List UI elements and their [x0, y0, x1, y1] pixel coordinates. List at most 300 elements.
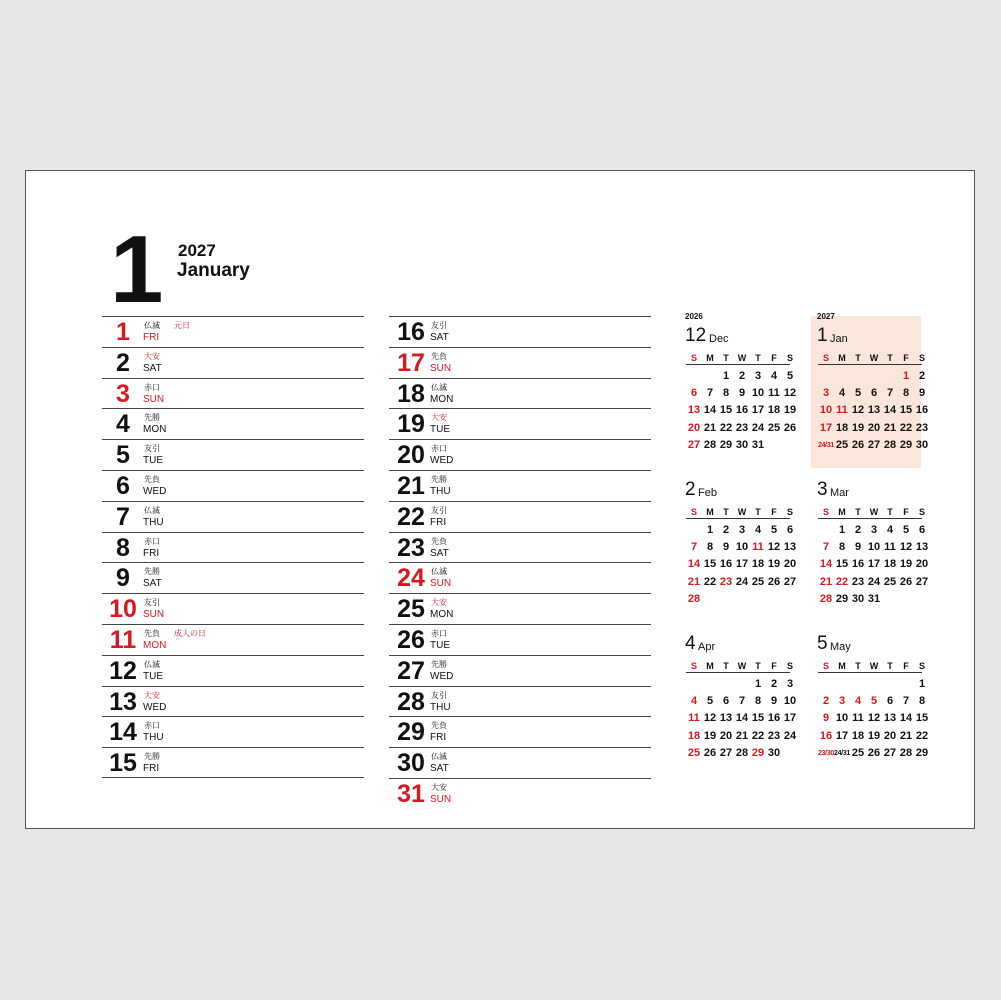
mini-day: 10: [867, 541, 881, 554]
day-rokuyo: 赤口: [431, 628, 447, 638]
mini-day: 27: [867, 438, 881, 451]
mini-day: 31: [751, 438, 765, 451]
day-rokuyo: 友引: [144, 598, 160, 608]
mini-month-number: 4: [685, 633, 696, 654]
mini-day: 9: [822, 712, 830, 725]
mini-day: 10: [819, 404, 833, 417]
mini-weekday: F: [903, 661, 909, 671]
mini-day: 18: [767, 404, 781, 417]
mini-days-grid: [686, 368, 798, 454]
mini-day: 15: [899, 404, 913, 417]
mini-day: 2: [722, 524, 730, 536]
day-rokuyo: 大安: [431, 598, 447, 608]
mini-day: [718, 591, 734, 608]
mini-month-number: 1: [817, 325, 828, 346]
mini-day: 16: [719, 558, 733, 571]
mini-day: 3: [754, 370, 762, 382]
mini-day: 29: [915, 746, 929, 759]
day-number: 6: [116, 471, 130, 500]
mini-day: 22: [751, 729, 765, 742]
day-number: 24: [397, 564, 425, 593]
mini-day: 6: [870, 387, 878, 400]
day-number: 26: [397, 625, 425, 654]
day-rokuyo: 友引: [431, 321, 447, 330]
day-row: [389, 562, 651, 593]
mini-day: 19: [703, 729, 717, 742]
day-number: 4: [116, 410, 130, 439]
day-weekday: SUN: [430, 793, 452, 805]
day-row: [389, 470, 651, 501]
day-rokuyo: 仏滅: [144, 505, 160, 515]
day-rokuyo: 先勝: [144, 413, 160, 423]
mini-day: 9: [918, 387, 926, 400]
day-row: [102, 686, 364, 717]
day-rokuyo: 赤口: [144, 721, 160, 731]
mini-day: 8: [754, 695, 762, 708]
mini-weekday: T: [887, 661, 893, 671]
mini-divider: [818, 518, 922, 519]
mini-day: 4: [838, 387, 846, 400]
mini-day: 28: [883, 438, 897, 451]
day-number: 5: [116, 441, 130, 470]
mini-day: [782, 437, 798, 454]
mini-day: 1: [722, 370, 730, 382]
mini-day: 27: [915, 575, 929, 588]
day-weekday: FRI: [143, 332, 160, 343]
mini-day: 27: [783, 575, 797, 588]
mini-day: 21: [883, 421, 897, 434]
day-number: 20: [397, 441, 425, 470]
day-row: [389, 686, 651, 717]
day-row: [102, 439, 364, 470]
day-weekday: THU: [143, 732, 164, 744]
mini-day: [850, 676, 866, 693]
day-row: [102, 378, 364, 409]
mini-day: 5: [786, 370, 794, 382]
mini-weekday-header: [818, 507, 930, 518]
day-row: [389, 747, 651, 778]
day-rokuyo: 先勝: [144, 752, 160, 762]
day-weekday: SAT: [143, 578, 162, 590]
day-number: 9: [116, 564, 130, 593]
mini-day: [702, 368, 718, 385]
mini-day: 4: [754, 524, 762, 536]
mini-weekday: T: [723, 353, 729, 363]
mini-day: 16: [819, 729, 833, 742]
mini-day: 6: [722, 695, 730, 708]
day-row: [102, 532, 364, 563]
mini-day: 23: [915, 421, 929, 434]
mini-day: 13: [687, 404, 701, 417]
day-weekday: MON: [430, 609, 454, 621]
day-row: [389, 532, 651, 563]
mini-day: 7: [822, 541, 830, 554]
day-weekday: SAT: [430, 332, 449, 343]
mini-day: [686, 368, 702, 385]
day-weekday: SAT: [143, 362, 162, 374]
mini-day: 23: [719, 575, 733, 588]
mini-day: 10: [751, 387, 765, 400]
mini-weekday: T: [755, 507, 761, 517]
day-rokuyo: 先負: [431, 536, 447, 546]
month-number-large: 1: [110, 216, 164, 323]
mini-day: 15: [703, 558, 717, 571]
mini-day: [734, 591, 750, 608]
day-rokuyo: 赤口: [144, 536, 160, 546]
mini-weekday: W: [737, 507, 747, 517]
mini-day: 5: [902, 524, 910, 536]
day-weekday: SUN: [430, 578, 452, 590]
mini-weekday: S: [822, 661, 829, 671]
mini-day: 11: [836, 404, 848, 417]
mini-days-grid: [686, 676, 798, 762]
mini-day: 22: [719, 421, 733, 434]
day-number: 27: [397, 656, 425, 685]
mini-day: 3: [822, 387, 830, 400]
mini-day: 17: [735, 558, 749, 571]
mini-day: 23/30: [818, 749, 835, 757]
mini-weekday: W: [869, 507, 879, 517]
mini-days-grid: [818, 368, 930, 454]
mini-day: 28: [687, 592, 701, 605]
mini-weekday: S: [918, 353, 925, 363]
mini-day: [882, 591, 898, 608]
day-rokuyo: 先勝: [144, 567, 160, 577]
day-weekday: WED: [430, 455, 454, 467]
mini-day: 27: [687, 438, 701, 451]
mini-day: 8: [918, 695, 926, 708]
mini-day: 6: [918, 524, 926, 536]
day-weekday: TUE: [143, 455, 163, 467]
mini-month-number: 2: [685, 479, 696, 500]
mini-day: [866, 368, 882, 385]
mini-day: 24: [751, 421, 765, 434]
day-row: [102, 562, 364, 593]
mini-day: 6: [690, 387, 698, 400]
mini-day: 19: [783, 404, 797, 417]
mini-day: [686, 522, 702, 539]
mini-divider: [686, 518, 790, 519]
mini-day: 5: [854, 387, 862, 400]
day-number: 7: [116, 502, 130, 531]
day-weekday: TUE: [143, 670, 163, 682]
day-rokuyo: 大安: [431, 413, 447, 423]
day-rokuyo: 仏滅: [431, 567, 447, 577]
mini-weekday: T: [855, 661, 861, 671]
day-number: 18: [397, 379, 425, 408]
day-weekday: FRI: [143, 547, 160, 559]
mini-divider: [818, 672, 922, 673]
mini-day: 26: [767, 575, 781, 588]
day-rokuyo: 仏滅: [431, 752, 447, 762]
day-row: [102, 347, 364, 378]
day-number: 10: [109, 595, 137, 624]
day-rokuyo: 先負: [144, 628, 160, 638]
mini-day: 16: [851, 558, 865, 571]
mini-year: 2027: [817, 312, 835, 321]
day-row: [389, 778, 651, 809]
mini-day: 20: [783, 558, 797, 571]
day-number: 2: [116, 348, 130, 377]
mini-day: 26: [703, 746, 717, 759]
mini-day: [782, 745, 798, 762]
day-holiday: 元日: [174, 321, 190, 330]
mini-month-name: Feb: [698, 487, 717, 499]
mini-day: [702, 676, 718, 693]
mini-weekday: M: [706, 353, 714, 363]
mini-day: [834, 368, 850, 385]
mini-day: 11: [768, 387, 780, 400]
mini-day: [882, 368, 898, 385]
mini-day: 17: [783, 712, 797, 725]
mini-weekday: W: [869, 661, 879, 671]
mini-day: 5: [770, 524, 778, 536]
mini-day: 24: [735, 575, 749, 588]
day-number: 22: [397, 502, 425, 531]
mini-day: 15: [915, 712, 929, 725]
mini-day: 17: [835, 729, 849, 742]
day-row: [389, 655, 651, 686]
calendar-year: 2027: [178, 241, 216, 260]
day-number: 17: [397, 348, 425, 377]
mini-weekday: S: [690, 507, 697, 517]
mini-day: 7: [902, 695, 910, 708]
mini-day: [718, 676, 734, 693]
mini-day: 13: [783, 541, 797, 554]
day-rokuyo: 先負: [431, 351, 447, 361]
mini-weekday: T: [723, 661, 729, 671]
mini-day: 12: [783, 387, 797, 400]
mini-day: 23: [735, 421, 749, 434]
mini-day: [818, 368, 834, 385]
mini-day: 20: [719, 729, 733, 742]
mini-weekday-header: [686, 661, 798, 672]
mini-day: 19: [899, 558, 913, 571]
mini-weekday: T: [755, 661, 761, 671]
day-weekday: MON: [143, 639, 167, 651]
mini-day: 24: [783, 729, 797, 742]
mini-day: 7: [738, 695, 746, 708]
mini-weekday: M: [838, 353, 846, 363]
mini-day: 30: [915, 438, 929, 451]
mini-weekday: W: [869, 353, 879, 363]
mini-weekday-header: [686, 353, 798, 364]
mini-day: 14: [735, 712, 749, 725]
mini-day: 1: [838, 524, 846, 536]
day-rokuyo: 大安: [431, 782, 447, 792]
mini-day: 1: [918, 678, 926, 690]
mini-day: 12: [851, 404, 865, 417]
mini-day: 12: [899, 541, 913, 554]
mini-day: 14: [819, 558, 833, 571]
mini-day: 24: [867, 575, 881, 588]
mini-day: 28: [819, 592, 833, 605]
mini-day: 13: [915, 541, 929, 554]
mini-day: 10: [835, 712, 849, 725]
mini-month-number: 5: [817, 633, 828, 654]
mini-weekday: F: [903, 353, 909, 363]
mini-day: 9: [738, 387, 746, 400]
day-row: [389, 378, 651, 409]
mini-weekday: T: [855, 353, 861, 363]
mini-weekday: T: [887, 507, 893, 517]
mini-day: 28: [735, 746, 749, 759]
day-row: [389, 624, 651, 655]
day-rokuyo: 先勝: [431, 474, 447, 484]
mini-weekday: T: [855, 507, 861, 517]
mini-day: 3: [870, 524, 878, 536]
mini-day: 22: [899, 421, 913, 434]
day-rokuyo: 仏滅: [144, 659, 160, 669]
day-row: [389, 593, 651, 624]
day-row: [389, 347, 651, 378]
day-row: [389, 316, 651, 347]
mini-weekday: M: [838, 661, 846, 671]
mini-weekday: S: [690, 661, 697, 671]
mini-day: [882, 676, 898, 693]
day-number: 21: [397, 471, 425, 500]
mini-day: 26: [867, 746, 881, 759]
mini-day: 3: [786, 678, 794, 690]
mini-divider: [686, 672, 790, 673]
mini-day: 19: [867, 729, 881, 742]
mini-day: 2: [770, 678, 778, 690]
day-row: [102, 408, 364, 439]
mini-weekday: S: [690, 353, 697, 363]
mini-day: 12: [767, 541, 781, 554]
mini-weekday: M: [706, 507, 714, 517]
day-number: 8: [116, 533, 130, 562]
day-number: 15: [109, 749, 137, 778]
mini-month-name: Apr: [698, 641, 716, 653]
mini-day: 11: [852, 712, 864, 725]
day-weekday: FRI: [430, 732, 447, 744]
mini-day: 10: [735, 541, 749, 554]
mini-day: [898, 591, 914, 608]
mini-day: [702, 591, 718, 608]
mini-day: 15: [835, 558, 849, 571]
mini-day: 18: [883, 558, 897, 571]
mini-days-grid: [818, 522, 930, 608]
mini-year: 2026: [685, 312, 703, 321]
day-number: 13: [109, 687, 137, 716]
mini-day: 19: [851, 421, 865, 434]
mini-day: 28: [899, 746, 913, 759]
day-row: [102, 624, 364, 655]
mini-day: 26: [851, 438, 865, 451]
mini-day: [782, 591, 798, 608]
mini-day: 21: [899, 729, 913, 742]
mini-day: 10: [783, 695, 797, 708]
mini-day: 31: [867, 592, 881, 605]
day-number: 31: [397, 779, 425, 808]
day-rokuyo: 仏滅: [431, 382, 447, 392]
mini-day: 3: [738, 524, 746, 536]
day-rokuyo: 先負: [144, 474, 160, 484]
mini-day: 15: [719, 404, 733, 417]
day-row: [102, 655, 364, 686]
day-number: 30: [397, 749, 425, 778]
day-row: [102, 747, 364, 778]
mini-day: 18: [687, 729, 701, 742]
mini-weekday: S: [918, 661, 925, 671]
day-number: 25: [397, 595, 425, 624]
mini-day: 20: [867, 421, 881, 434]
mini-day: 8: [722, 387, 730, 400]
mini-day: 7: [886, 387, 894, 400]
mini-weekday-header: [686, 507, 798, 518]
mini-day: [734, 676, 750, 693]
day-rokuyo: 友引: [431, 690, 447, 700]
mini-day: [866, 676, 882, 693]
mini-day: 24/31: [834, 749, 851, 757]
mini-day: 1: [902, 370, 910, 382]
mini-day: 11: [752, 541, 764, 554]
mini-day: 29: [719, 438, 733, 451]
mini-day: [818, 522, 834, 539]
mini-day: 22: [835, 575, 849, 588]
mini-day: 26: [899, 575, 913, 588]
mini-weekday: S: [786, 353, 793, 363]
mini-day: 11: [884, 541, 896, 554]
mini-day: [834, 676, 850, 693]
mini-day: 12: [867, 712, 881, 725]
mini-day: 21: [819, 575, 833, 588]
mini-day: 4: [886, 524, 894, 536]
mini-weekday: T: [887, 353, 893, 363]
mini-weekday: S: [822, 507, 829, 517]
mini-day: [914, 591, 930, 608]
day-list-right: [389, 316, 651, 809]
mini-day: 28: [703, 438, 717, 451]
day-rokuyo: 赤口: [431, 444, 447, 454]
day-number: 28: [397, 687, 425, 716]
mini-weekday: M: [706, 661, 714, 671]
mini-month-name: Jan: [830, 333, 848, 345]
day-weekday: TUE: [430, 424, 450, 436]
mini-day: 14: [703, 404, 717, 417]
day-rokuyo: 先勝: [431, 659, 447, 669]
day-row: [102, 316, 364, 347]
mini-day: 5: [706, 695, 714, 708]
mini-month-number: 3: [817, 479, 828, 500]
day-rokuyo: 先負: [431, 721, 447, 731]
mini-day: 7: [706, 387, 714, 400]
mini-day: 15: [751, 712, 765, 725]
day-number: 12: [109, 656, 137, 685]
mini-day: 4: [770, 370, 778, 382]
mini-days-grid: [686, 522, 798, 608]
day-weekday: WED: [143, 701, 167, 713]
mini-day: 22: [703, 575, 717, 588]
mini-day: 17: [819, 421, 833, 434]
day-row: [389, 439, 651, 470]
mini-day: 9: [854, 541, 862, 554]
mini-day: 29: [899, 438, 913, 451]
day-number: 16: [397, 318, 425, 346]
mini-day: [850, 368, 866, 385]
mini-day: 30: [851, 592, 865, 605]
day-weekday: THU: [430, 701, 451, 713]
day-weekday: THU: [430, 485, 451, 497]
mini-day: 6: [886, 695, 894, 708]
mini-month-name: Dec: [709, 333, 729, 345]
mini-day: 16: [767, 712, 781, 725]
mini-day: 3: [838, 695, 846, 708]
day-row: [102, 716, 364, 747]
day-rokuyo: 仏滅: [144, 321, 160, 330]
mini-weekday: T: [755, 353, 761, 363]
